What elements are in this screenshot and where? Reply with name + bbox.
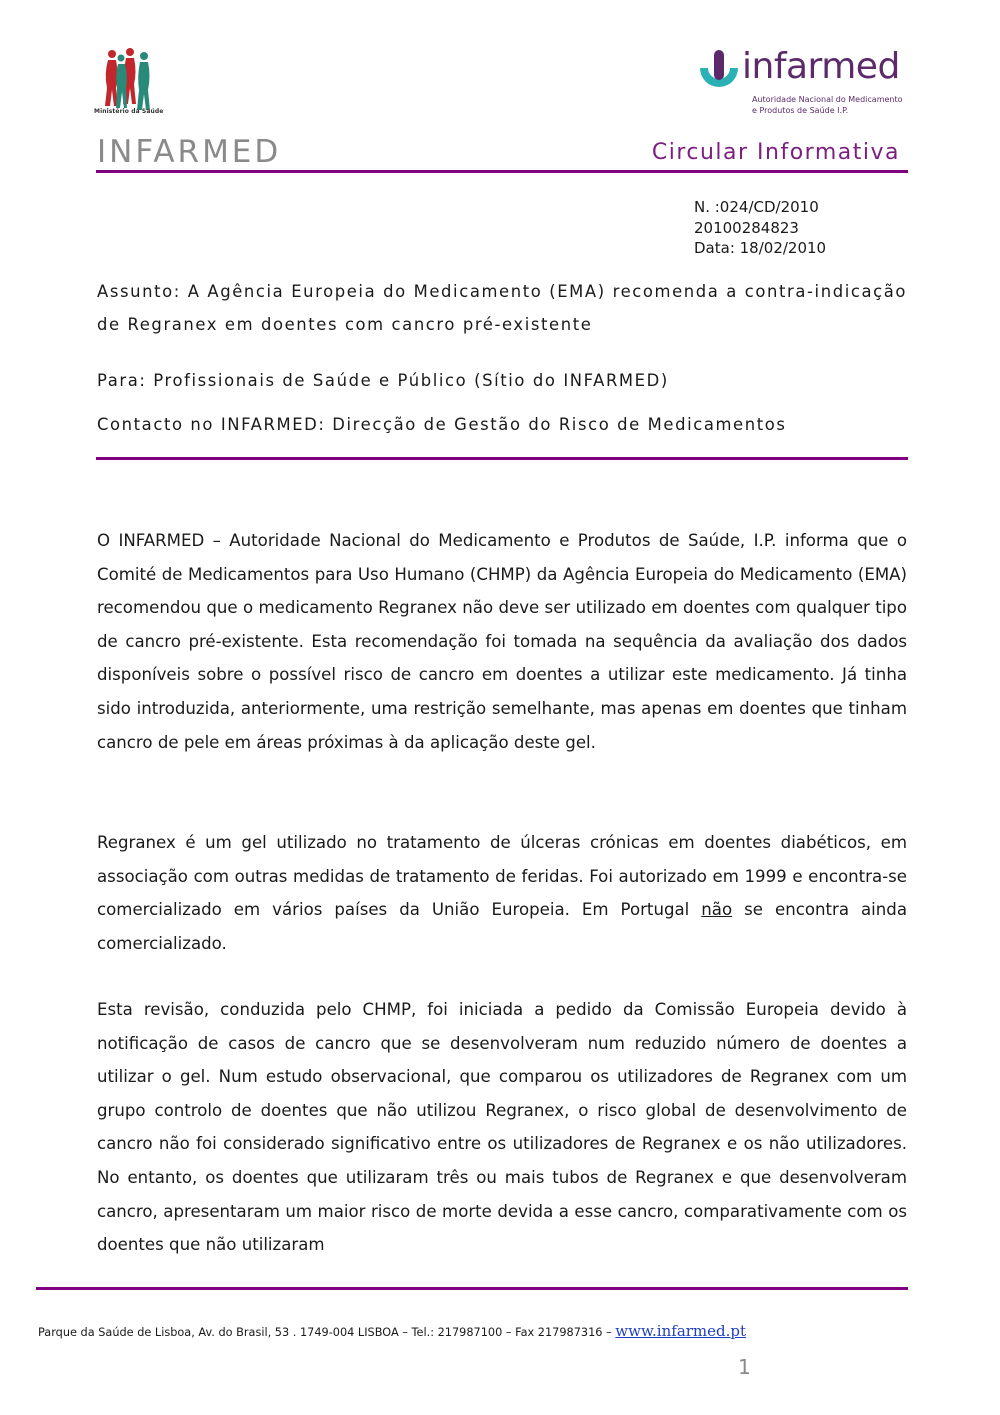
infarmed-logo (696, 46, 903, 120)
contact-line: Contacto no INFARMED: Direcção de Gestão do Risco de Medicamentos (97, 415, 787, 434)
body-paragraph-3: Esta revisão, conduzida pelo CHMP, foi iniciada a pedido da Comissão Europeia devido à notificação de casos de cancro que se desenvolveram num reduzido número de doentes a utilizar o gel. Num estudo observacional, que comparou os utilizadores de Regranex com um grupo controlo de doentes que não utilizou Regranex, o risco global de desenvolvimento de cancro não foi considerado significativo entre os utilizadores de Regranex e os não utilizadores. No entanto, os doentes que utilizaram três ou mais tubos de Regranex e que desenvolveram cancro, apresentaram um maior risco de morte devida a esse cancro, comparativamente com os doentes que não utilizaram (97, 1000, 907, 1255)
infarmed-logo-subtitle-2: e Produtos de Saúde I.P. (752, 106, 849, 115)
brand-title: INFARMED (97, 134, 282, 170)
infarmed-logo-subtitle-1: Autoridade Nacional do Medicamento (752, 95, 903, 104)
body-paragraph-2-text-b: se encontra ainda comercializado. (97, 900, 907, 953)
infarmed-logo-mark-icon (696, 48, 742, 108)
document-number: N. :024/CD/2010 (694, 198, 819, 216)
subject-divider (96, 457, 908, 460)
page-number: 1 (738, 1355, 751, 1379)
ministerio-caption: Ministério da Saúde (94, 108, 164, 115)
recipients-line: Para: Profissionais de Saúde e Público (Sítio do INFARMED) (97, 371, 669, 390)
body-paragraph-2-text-a: Regranex é um gel utilizado no tratamento de úlceras crónicas em doentes diabéticos, em associação com outras medidas de tratamento de feridas. Foi autorizado em 1999 e encontra-se comercializado em vários países da União Europeia. Em Portugal (97, 833, 907, 920)
infarmed-logo-word: infarmed (742, 46, 900, 87)
header-divider (96, 170, 908, 173)
body-paragraph-2 (97, 826, 907, 960)
footer-address-text: Parque da Saúde de Lisboa, Av. do Brasil, 53 . 1749-004 LISBOA – Tel.: 217987100 – Fax 217987316 – (38, 1326, 616, 1339)
subject-line: Assunto: A Agência Europeia do Medicamento (EMA) recomenda a contra-indicação de Regranex em doentes com cancro pré-existente (97, 282, 907, 334)
document-reference: 20100284823 (694, 218, 799, 237)
footer-website-link[interactable]: www.infarmed.pt (615, 1322, 747, 1340)
body-paragraph-1: O INFARMED – Autoridade Nacional do Medicamento e Produtos de Saúde, I.P. informa que o Comité de Medicamentos para Uso Humano (CHMP) da Agência Europeia do Medicamento (EMA) recomendou que o medicamento Regranex não deve ser utilizado em doentes com qualquer tipo de cancro pré-existente. Esta recomendação foi tomada na sequência da avaliação dos dados disponíveis sobre o possível risco de cancro em doentes a utilizar este medicamento. Já tinha sido introduzida, anteriormente, uma restrição semelhante, mas apenas em doentes que tinham cancro de pele em áreas próximas à da aplicação deste gel. (97, 531, 907, 752)
document-type: Circular Informativa (651, 140, 900, 165)
footer-address (38, 1322, 746, 1340)
body-paragraph-2-underlined: não (701, 900, 733, 920)
footer-divider (36, 1287, 908, 1290)
document-date: Data: 18/02/2010 (694, 239, 827, 257)
document-meta (694, 197, 826, 259)
